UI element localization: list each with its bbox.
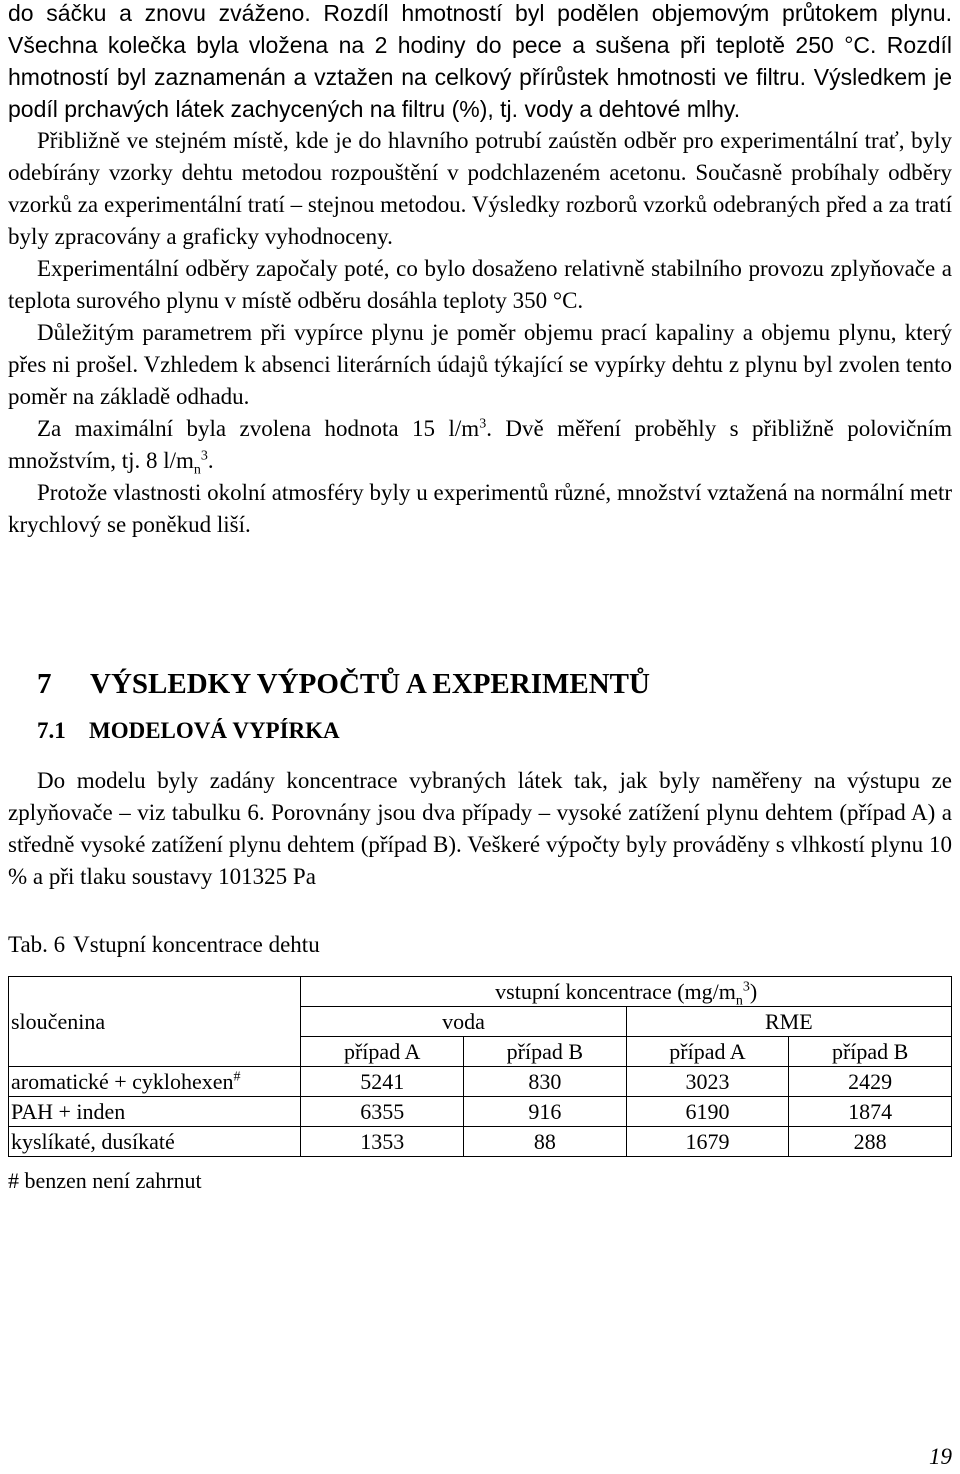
row-compound: aromatické + cyklohexen# xyxy=(9,1067,301,1097)
chapter-heading xyxy=(37,668,650,701)
table-cell: 288 xyxy=(789,1127,952,1157)
header-case: případ B xyxy=(789,1037,952,1067)
table-row xyxy=(9,1097,952,1127)
table-cell: 6355 xyxy=(301,1097,464,1127)
header-case: případ A xyxy=(301,1037,464,1067)
concentration-table xyxy=(8,976,952,1157)
header-case: případ B xyxy=(464,1037,627,1067)
intro-text-block xyxy=(8,0,952,541)
table-cell: 2429 xyxy=(789,1067,952,1097)
paragraph-max-value: Za maximální byla zvolena hodnota 15 $l/m^3$. Dvě měření proběhly s přibližně polovičním množstvím, tj. 8 $l/m_n^3$. xyxy=(8,416,953,478)
table-cell: 5241 xyxy=(301,1067,464,1097)
paragraph-sampling: do sáčku a znovu zváženo. Rozdíl hmotností byl podělen objemovým průtokem plynu. Všechna kolečka byla vložena na 2 hodiny do pece a sušena při teplotě 250 °C. Rozdíl hmotností byl zaznamenán a vztažen na celkový přírůstek hmotnosti ve filtru. Výsledkem je podíl prchavých látek zachycených na filtru (%), tj. vody a dehtové mlhy. xyxy=(8,0,952,122)
table-cell: 1679 xyxy=(626,1127,789,1157)
table-caption-label: Tab. 6 xyxy=(8,932,66,957)
chapter-title: VÝSLEDKY VÝPOČTŮ A EXPERIMENTŮ xyxy=(90,668,650,700)
table-cell: 1353 xyxy=(301,1127,464,1157)
table-cell: 6190 xyxy=(626,1097,789,1127)
section-title: MODELOVÁ VYPÍRKA xyxy=(89,718,340,743)
table-row xyxy=(9,1127,952,1157)
paragraph-experiment-start: Experimentální odběry započaly poté, co bylo dosaženo relativně stabilního provozu zplyňovače a teplota surového plynu v místě odběru dosáhla teploty 350 °C. xyxy=(8,256,952,313)
table-row xyxy=(9,1067,952,1097)
table-caption-text: Vstupní koncentrace dehtu xyxy=(73,932,320,957)
paragraph-model: Do modelu byly zadány koncentrace vybraných látek tak, jak byly naměřeny na výstupu ze zplyňovače – viz tabulku 6. Porovnány jsou dva případy – vysoké zatížení plynu dehtem (případ A) a středně vysoké zatížení plynu dehtem (případ B). Veškeré výpočty byly prováděny s vlhkostí plynu 10 % a při tlaku soustavy 101325 Pa xyxy=(8,768,952,889)
table-cell: 88 xyxy=(464,1127,627,1157)
table-cell: 3023 xyxy=(626,1067,789,1097)
page-number: 19 xyxy=(929,1444,952,1469)
row-compound: kyslíkaté, dusíkaté xyxy=(9,1127,301,1157)
table-cell: 830 xyxy=(464,1067,627,1097)
header-case: případ A xyxy=(626,1037,789,1067)
header-group-rme: RME xyxy=(626,1007,951,1037)
table-cell: 1874 xyxy=(789,1097,952,1127)
table-cell: 916 xyxy=(464,1097,627,1127)
table-caption xyxy=(8,932,320,958)
header-group-water: voda xyxy=(301,1007,626,1037)
table-footnote: # benzen není zahrnut xyxy=(8,1168,202,1193)
row-compound: PAH + inden xyxy=(9,1097,301,1127)
model-text-block xyxy=(8,765,952,893)
paragraph-ratio: Důležitým parametrem při vypírce plynu je poměr objemu prací kapaliny a objemu plynu, který přes ni prošel. Vzhledem k absenci literárních údajů týkající se vypírky dehtu z plynu byl zvolen tento poměr na základě odhadu. xyxy=(8,320,952,409)
section-number: 7.1 xyxy=(37,718,66,743)
paragraph-tar-sampling: Přibližně ve stejném místě, kde je do hlavního potrubí zaústěn odběr pro experimentální trať, byly odebírány vzorky dehtu metodou rozpouštění v podchlazeném acetonu. Současně probíhaly odběry vzorků za experimentální tratí – stejnou metodou. Výsledky rozborů vzorků odebraných před a za tratí byly zpracovány a graficky vyhodnoceny. xyxy=(8,128,952,249)
section-heading xyxy=(37,718,340,744)
paragraph-atmosphere: Protože vlastnosti okolní atmosféry byly u experimentů různé, množství vztažená na normální metr krychlový se poněkud liší. xyxy=(8,480,952,537)
header-compound: sloučenina xyxy=(9,977,301,1067)
table-header-row-1 xyxy=(9,977,952,1007)
chapter-number: 7 xyxy=(37,668,52,700)
header-input-concentration: vstupní koncentrace $(mg/m_n^3)$ xyxy=(301,977,952,1007)
